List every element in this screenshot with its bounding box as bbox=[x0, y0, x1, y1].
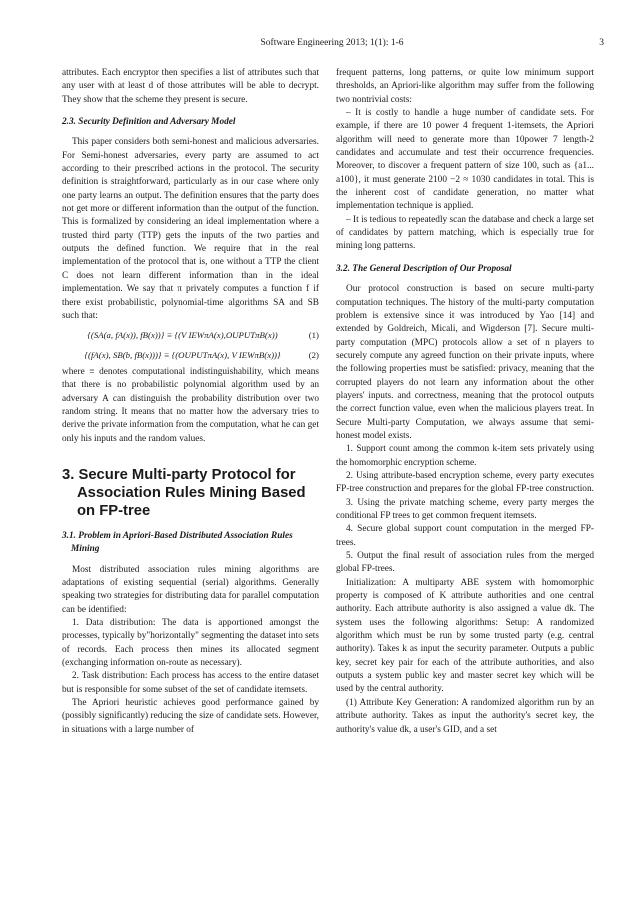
paragraph-security: This paper considers both semi-honest and malicious adversaries. For Semi-honest adversaries, every party are assumed to act according to their prescribed actions in the protocol. The security definition is straightforward, particularly as in our case where only one party learns an output. The definition ensures that the party does not get more or different information than the output of the function. This is formalized by considering an ideal implementation where a trusted third party (TTP) gets the inputs of the two parties and outputs the defined function. We require that in the real implementation of the protocol that is, one without a TTP the client C does not learn different information than in the ideal implementation. We say that π privately computes a function f if there exist probabilistic, polynomial-time algorithms SA and SB such that: bbox=[62, 137, 319, 321]
equation-2 bbox=[62, 349, 319, 362]
section-3-2-heading: 3.2. The General Description of Our Proposal bbox=[336, 263, 512, 274]
page-number: 3 bbox=[599, 38, 604, 48]
left-column bbox=[62, 67, 319, 737]
paragraph-where: where ≡ denotes computational indistinguishability, which means that there is no probabilistic polynomial algorithm used by an adversary A can distinguish the probability distribution over two random string. It means that no matter how the adversary tries to derive the private information from the computation, what he can get only his inputs and the random values. bbox=[62, 366, 319, 444]
equation-2-expression: {(fA(x), SB(b, fB(x)))} ≡ {(OUPUTπA(x), V IEWπB(x))} bbox=[84, 349, 281, 360]
section-3-1-heading: 3.1. Problem in Apriori-Based Distributed Association Rules Mining bbox=[62, 530, 293, 555]
section-2-3-heading: 2.3. Security Definition and Adversary Model bbox=[62, 117, 236, 128]
list-item-step-5: 5. Output the final result of association rules from the merged global FP-trees. bbox=[336, 551, 594, 575]
paragraph-apriori: The Apriori heuristic achieves good performance gained by (possibly significantly) reducing the size of candidate sets. However, in situations with a large number of bbox=[62, 698, 319, 735]
paragraph-intro: attributes. Each encryptor then specifies a list of attributes such that any user with at least d of those attributes will be able to decrypt. They show that the scheme they present is secure. bbox=[62, 68, 319, 105]
equation-1-expression: {(SA(a, fA(x)), fB(x))} ≡ {(V IEWπA(x),OUPUTπB(x)) bbox=[87, 330, 278, 341]
right-column bbox=[336, 67, 594, 737]
list-item-step-1: 1. Support count among the common k-item sets privately using the homomorphic encryption scheme. bbox=[336, 444, 594, 468]
paragraph-continued: frequent patterns, long patterns, or quite low minimum support thresholds, an Apriori-like algorithm may suffer from the following two nontrivial costs: bbox=[336, 68, 594, 105]
paragraph-our-protocol: Our protocol construction is based on secure multi-party computation techniques. The history of the multi-party computation problem is extensive since it was introduced by Yao [14] and extended by Goldreich, Micali, and Wigderson [7]. Secure multi-party computation (MPC) protocols allow a set of n players to securely compute any agreed function on their private inputs, where the following properties must be satisfied: privacy, meaning that the corrupted players do not learn any information about the other players' inputs. and correctness, meaning that the protocol outputs the correct function value, even when the malicious players treat. In Secure Multi-party Computation, we always assume that semi-honest model exists. bbox=[336, 284, 594, 441]
list-item-step-3: 3. Using the private matching scheme, every party merges the conditional FP trees to get common frequent itemsets. bbox=[336, 497, 594, 521]
running-header bbox=[60, 38, 604, 48]
section-3-heading: 3. Secure Multi-party Protocol for Association Rules Mining Based on FP-tree bbox=[62, 466, 306, 519]
equation-1 bbox=[62, 329, 319, 342]
equation-2-number: (2) bbox=[308, 349, 319, 360]
equation-1-number: (1) bbox=[308, 330, 319, 341]
paragraph-cost-1: – It is costly to handle a huge number of candidate sets. For example, if there are 10 power 4 frequent 1-itemsets, the Apriori algorithm will need to generate more than 10power 7 length-2 candidates and accumulate and test their occurrence frequencies. Moreover, to discover a frequent pattern of size 100, such as {a1... a100}, it must generate 2100 −2 ≈ 1030 candidates in total. This is the inherent cost of candidate generation, no matter what implementation technique is applied. bbox=[336, 108, 594, 212]
paragraph-most-distributed: Most distributed association rules mining algorithms are adaptations of existing sequential (serial) algorithms. Generally speaking two strategies for distributing data for parallel computation can be identified: bbox=[62, 564, 319, 615]
list-item-task-distribution: 2. Task distribution: Each process has access to the entire dataset but is responsible for some subset of the set of candidate itemsets. bbox=[62, 671, 319, 695]
list-item-data-distribution: 1. Data distribution: The data is apportioned amongst the processes, typically by"horizontally" segmenting the dataset into sets of records. Each process then mines its allocated segment (exchanging information on-route as necessary). bbox=[62, 618, 319, 669]
list-item-step-2: 2. Using attribute-based encryption scheme, every party executes FP-tree construction and prepares for the global FP-tree construction. bbox=[336, 470, 594, 495]
list-item-step-4: 4. Secure global support count computation in the merged FP-trees. bbox=[336, 524, 594, 548]
paragraph-attribute-key-generation: (1) Attribute Key Generation: A randomized algorithm run by an attribute authority. Takes as input the authority's secret key, the authority's value dk, a user's GID, and a set bbox=[336, 697, 594, 735]
paragraph-cost-2: – It is tedious to repeatedly scan the database and check a large set of candidates by pattern matching, which is especially true for mining long patterns. bbox=[336, 214, 594, 252]
journal-citation: Software Engineering 2013; 1(1): 1-6 bbox=[260, 38, 404, 48]
paragraph-initialization: Initialization: A multiparty ABE system with homomorphic property is composed of K attribute authorities and one central authority. Each attribute authority is also assigned a value dk. The system uses the following algorithms: Setup: A randomized algorithm which must be run by some trusted party (e.g. central authority). Takes k as input the security parameter. Outputs a public key, secret key pair for each of the attribute authorities, and also outputs a system public key and master secret key which will be used by the central authority. bbox=[336, 577, 594, 695]
